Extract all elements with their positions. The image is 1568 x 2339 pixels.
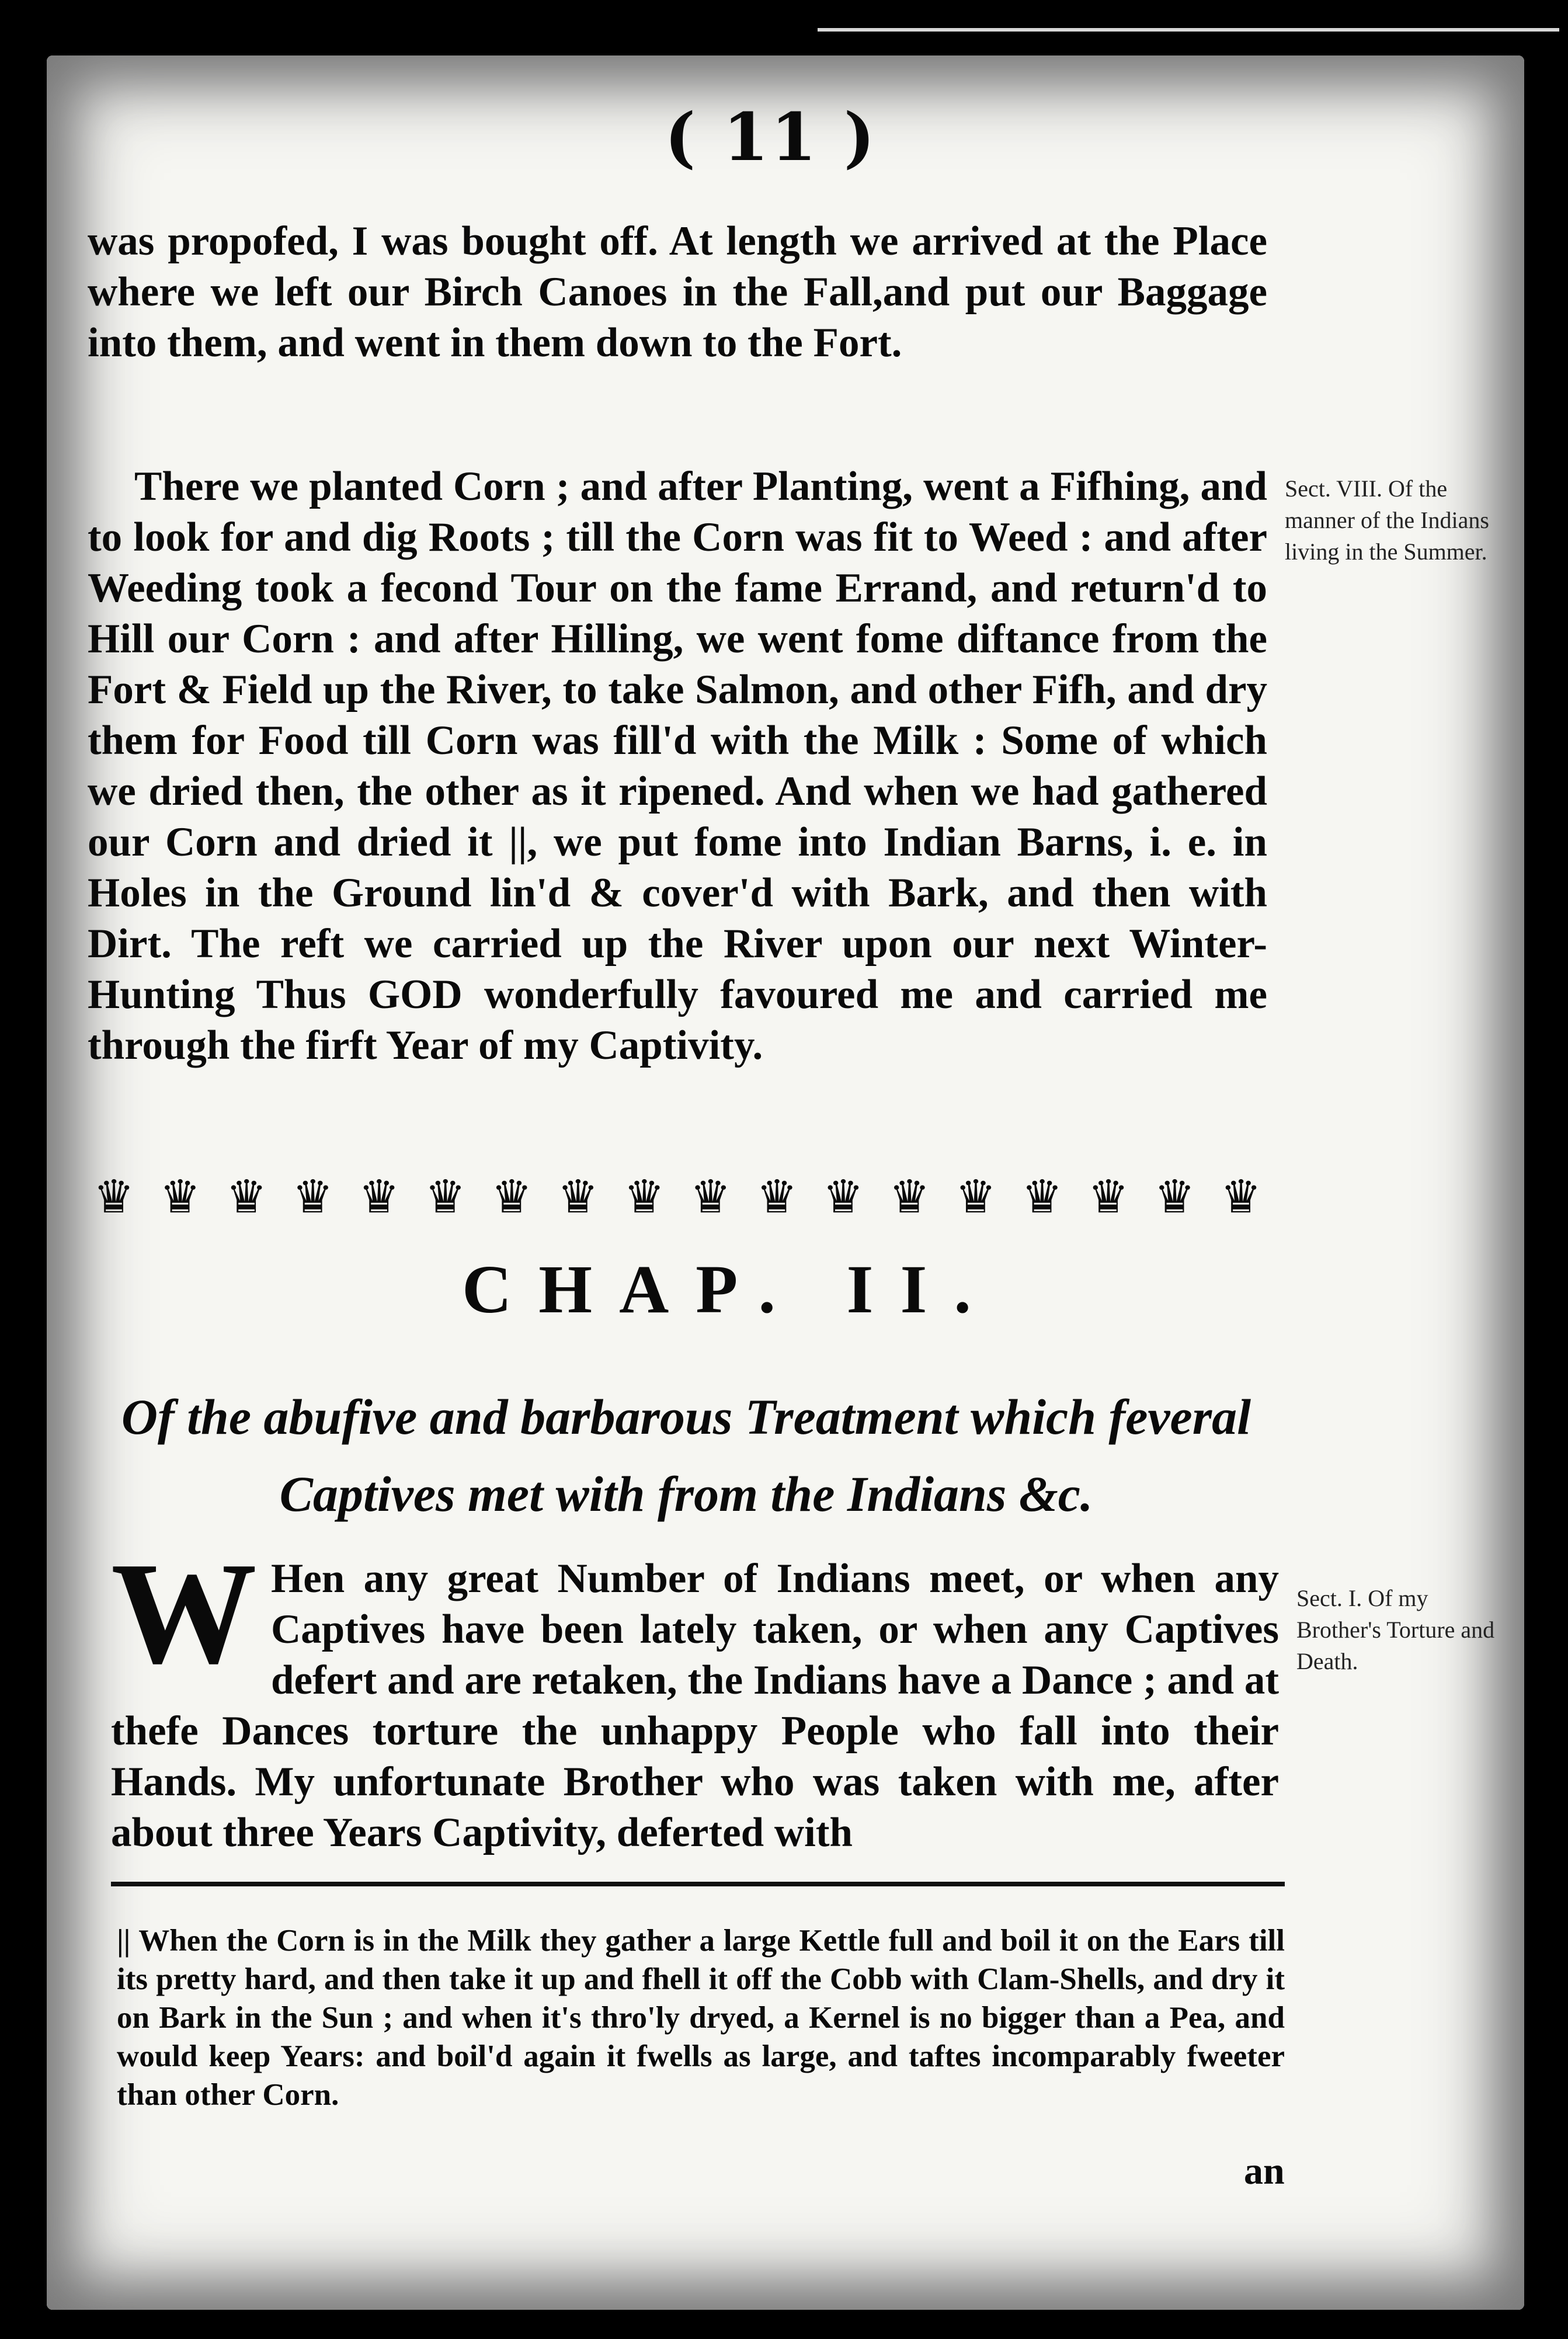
- crown-ornament-icon: ♛: [756, 1171, 798, 1224]
- crown-ornament-icon: ♛: [624, 1171, 665, 1224]
- crown-ornament-icon: ♛: [93, 1171, 134, 1224]
- crown-ornament-icon: ♛: [955, 1171, 996, 1224]
- page-number: ( 11 ): [665, 99, 877, 176]
- chapter-paragraph-text: Hen any great Number of Indians meet, or when any Captives have been lately taken, or when any Captives defert and are retaken, the Indians have a Dance ; and at thefe Dances torture the unhappy People who fall into their Hands. My unfortunate Brother who was taken with me, after about three Years Captivity, deferted with: [111, 1556, 1279, 1855]
- catchword: an: [1244, 2150, 1285, 2192]
- margin-note-sect-8: Sect. VIII. Of the manner of the Indians living in the Summer.: [1285, 475, 1489, 565]
- scan-edge-rule: [818, 28, 1559, 32]
- crown-ornament-icon: ♛: [1087, 1171, 1129, 1224]
- crown-ornament-icon: ♛: [557, 1171, 599, 1224]
- crown-ornament-icon: ♛: [425, 1171, 466, 1224]
- margin-note-sect-1: Sect. I. Of my Brother's Torture and Death.: [1296, 1585, 1495, 1674]
- crown-ornament-icon: ♛: [889, 1171, 930, 1224]
- crown-ornament-icon: ♛: [1154, 1171, 1195, 1224]
- crown-ornament-icon: ♛: [226, 1171, 267, 1224]
- decorative-crown-border: [93, 1165, 1261, 1229]
- drop-cap: W: [111, 1532, 257, 1694]
- crown-ornament-icon: ♛: [690, 1171, 731, 1224]
- chapter-paragraph: [111, 1532, 1279, 1858]
- crown-ornament-icon: ♛: [491, 1171, 533, 1224]
- footnote-divider: [111, 1882, 1285, 1886]
- footnote: || When the Corn is in the Milk they gather a large Kettle full and boil it on the Ears till its pretty hard, and then take it up and fhell it off the Cobb with Clam-Shells, and dry it on Bark in the Sun ; and when it's thro'ly dryed, a Kernel is no bigger than a Pea, and would keep Years: and boil'd again it fwells as large, and taftes incomparably fweeter than other Corn.: [117, 1924, 1285, 2112]
- crown-ornament-icon: ♛: [1221, 1171, 1261, 1224]
- crown-ornament-icon: ♛: [359, 1171, 400, 1224]
- crown-ornament-icon: ♛: [292, 1171, 333, 1224]
- paragraph-2: There we planted Corn ; and after Planting, went a Fifhing, and to look for and dig Roots ; till the Corn was fit to Weed : and after Weeding took a fecond Tour on the fame Errand, and return'd to Hill our Corn : and after Hilling, we went fome diftance from the Fort & Field up the River, to take Salmon, and other Fifh, and dry them for Food till Corn was fill'd with the Milk : Some of which we dried then, the other as it ripened. And when we had gathered our Corn and dried it ||, we put fome into Indian Barns, i. e. in Holes in the Ground lin'd & cover'd with Bark, and then with Dirt. The reft we carried up the River upon our next Winter-Hunting Thus GOD wonderfully favoured me and carried me through the firft Year of my Captivity.: [88, 464, 1267, 1068]
- crown-ornament-icon: ♛: [159, 1171, 201, 1224]
- chapter-heading: CHAP. II.: [462, 1251, 998, 1327]
- crown-ornament-icon: ♛: [1021, 1171, 1063, 1224]
- paragraph-1: was propofed, I was bought off. At length we arrived at the Place where we left our Birch Canoes in the Fall,and put our Baggage into them, and went in them down to the Fort.: [88, 218, 1267, 366]
- crown-ornament-icon: ♛: [822, 1171, 864, 1224]
- chapter-subtitle: Of the abufive and barbarous Treatment which feveral Captives met with from the Indians &c.: [121, 1389, 1251, 1522]
